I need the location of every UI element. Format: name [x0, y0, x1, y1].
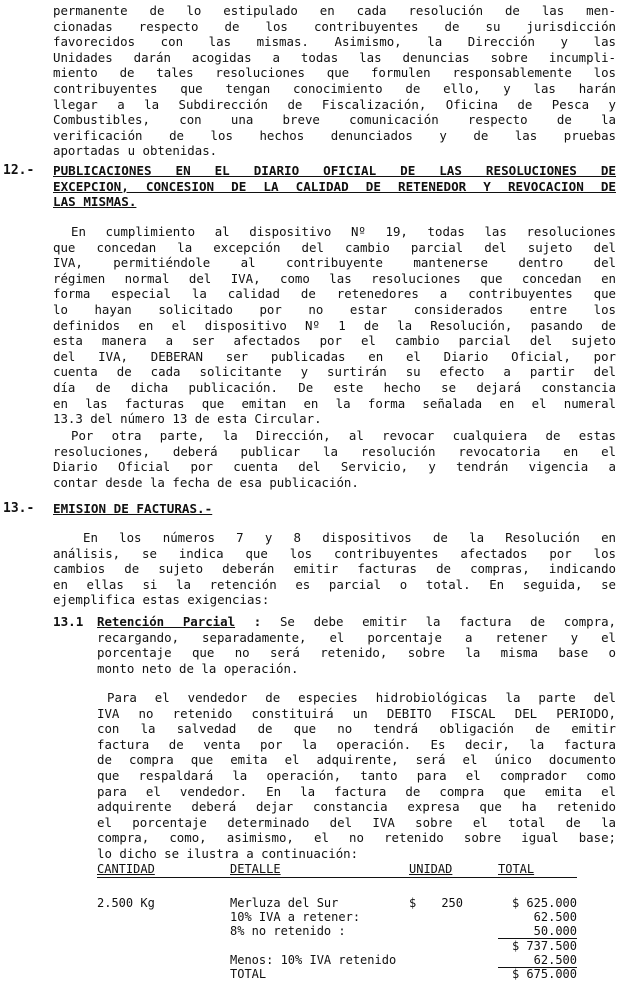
text-line [97, 614, 616, 630]
text-line: cambios de sujeto deberán emitir facturas de compras, indicando [53, 561, 616, 577]
text-line: compra, como, asimismo, el no retenido sobre igual base; [97, 830, 616, 846]
text-line: contribuyentes que tengan conocimiento de ello, y las harán [53, 80, 616, 96]
text-line: con la salvedad de que no tendrá obligación de emitir [97, 721, 616, 737]
text-line: análisis, se indica que los contribuyentes afectados por los [53, 545, 616, 561]
text-line: que respaldará la operación, tanto para el comprador como [97, 767, 616, 783]
text-line: llegar a la Subdirección de Fiscalización, Oficina de Pesca y [53, 96, 616, 112]
text-line: 13.3 del número 13 de esta Circular. [53, 411, 322, 427]
text-line: miento de tales resoluciones que formulen responsablemente los [53, 65, 616, 81]
text-line: esta manera a ser afectados por el cambio parcial del sujeto [53, 333, 616, 349]
text-line: Para el vendedor de especies hidrobiológicas la parte del [107, 690, 616, 705]
subsection-13-1-paragraph-1 [97, 614, 616, 676]
text-line: En cumplimiento al dispositivo Nº 19, todas las resoluciones [71, 224, 616, 239]
section-12-paragraph-1 [53, 224, 616, 427]
text-line: Unidades darán acogidas a todas las denuncias sobre incumpli- [53, 49, 616, 65]
text-line: IVA no retenido constituirá un DEBITO FISCAL DEL PERIODO, [97, 705, 616, 721]
label-separator: : [253, 614, 262, 629]
text-line: resoluciones, deberá publicar la resolución revocatoria en el [53, 443, 616, 459]
text-line: Diario Oficial por cuenta del Servicio, y tendrán vigencia a [53, 459, 616, 475]
section-13-number: 13.- [3, 501, 35, 516]
column-header-unidad: UNIDAD [409, 862, 453, 876]
text-line: día de dicha publicación. De este hecho se dejará constancia [53, 379, 616, 395]
text-line: permanente de lo estipulado en cada resolución de las men- [53, 3, 616, 18]
text-line: que concedan la excepción del cambio parcial del sujeto del [53, 239, 616, 255]
text-line: IVA, permitiéndole al contribuyente mantenerse dentro del [53, 255, 616, 271]
cell-detalle-total: TOTAL [230, 967, 267, 981]
cell-detalle: Menos: 10% IVA retenido [230, 953, 397, 967]
column-header-total: TOTAL [498, 862, 535, 876]
intro-paragraph [53, 3, 616, 159]
column-header-detalle: DETALLE [230, 862, 281, 876]
text-line: aportadas u obtenidas. [53, 143, 218, 159]
text-line: el porcentaje determinado del IVA sobre el total de la [97, 814, 616, 830]
heading-line: LAS MISMAS. [53, 194, 137, 210]
header-rule [97, 877, 577, 878]
text-line: para el vendedor. En la factura de compra que emita el [97, 783, 616, 799]
text-line: contar desde la fecha de esa publicación. [53, 474, 359, 490]
text-line: definidos en el dispositivo Nº 1 de la Resolución, pasando de [53, 317, 616, 333]
cell-unidad-symbol: $ [409, 896, 417, 910]
subsection-13-1-paragraph-2 [97, 690, 616, 862]
text-line: lo hayan solicitado por no estar considerados entre los [53, 301, 616, 317]
text-line-rest: Se debe emitir la factura de compra, [279, 614, 616, 629]
subsection-13-1-number: 13.1 [53, 614, 84, 629]
text-line: cionadas respecto de los contribuyentes de su jurisdicción [53, 18, 616, 34]
text-line: cuenta de cada solicitante y surtirán su efecto a partir del [53, 364, 616, 380]
cell-total: 62.500 [533, 953, 577, 967]
text-line: en ellas si la retención es parcial o total. En seguida, se [53, 576, 616, 592]
section-13-paragraph-1 [53, 530, 616, 608]
cell-total: 50.000 [533, 924, 577, 938]
text-line: en las facturas que emitan en la forma señalada en el numeral [53, 395, 616, 411]
cell-unidad: 250 [441, 896, 463, 910]
text-line: adquirente deberá dejar constancia expresa que ha retenido [97, 799, 616, 815]
text-line: forma especial la calidad de retenedores a contribuyentes que [53, 286, 616, 302]
text-line: de compra que emita el adquirente, será el único documento [97, 752, 616, 768]
text-line: recargando, separadamente, el porcentaje a retener y el [97, 629, 616, 645]
cell-cantidad: 2.500 Kg [97, 896, 155, 910]
cell-total: 62.500 [533, 910, 577, 924]
heading-line: EMISION DE FACTURAS.- [53, 501, 213, 516]
text-line: porcentaje que no será retenido, sobre la misma base o [97, 645, 616, 661]
section-12-heading [53, 163, 616, 210]
cell-detalle: 10% IVA a retener: [230, 910, 361, 924]
text-line: ejemplifica estas exigencias: [53, 592, 270, 608]
text-line: En los números 7 y 8 dispositivos de la Resolución en [83, 530, 616, 545]
section-12-paragraph-2 [53, 428, 616, 490]
text-line: monto neto de la operación. [97, 660, 299, 676]
cell-subtotal: $ 737.500 [511, 939, 577, 953]
section-12-number: 12.- [3, 163, 35, 178]
text-line: régimen normal del IVA, como las resoluciones que concedan en [53, 270, 616, 286]
subsection-13-1-label: Retención Parcial [97, 614, 236, 629]
text-line: factura de venta por la operación. Es decir, la factura [97, 736, 616, 752]
cell-grand-total: $ 675.000 [511, 967, 577, 981]
text-line: Combustibles, con una breve comunicación respecto de la [53, 112, 616, 128]
heading-line: PUBLICACIONES EN EL DIARIO OFICIAL DE LAS RESOLUCIONES DE [53, 163, 616, 178]
text-line: verificación de los hechos denunciados y de las pruebas [53, 127, 616, 143]
cell-detalle: 8% no retenido : [230, 924, 346, 938]
section-13-heading [53, 501, 212, 517]
text-line: Por otra parte, la Dirección, al revocar cualquiera de estas [71, 428, 616, 443]
text-line: favorecidos con las mismas. Asimismo, la Dirección y las [53, 34, 616, 50]
cell-total: $ 625.000 [511, 896, 577, 910]
text-line: del IVA, DEBERAN ser publicadas en el Diario Oficial, por [53, 348, 616, 364]
heading-line: EXCEPCION, CONCESION DE LA CALIDAD DE RETENEDOR Y REVOCACION DE [53, 178, 616, 194]
cell-detalle: Merluza del Sur [230, 896, 339, 910]
text-line: lo dicho se ilustra a continuación: [97, 845, 359, 861]
column-header-cantidad: CANTIDAD [97, 862, 155, 876]
